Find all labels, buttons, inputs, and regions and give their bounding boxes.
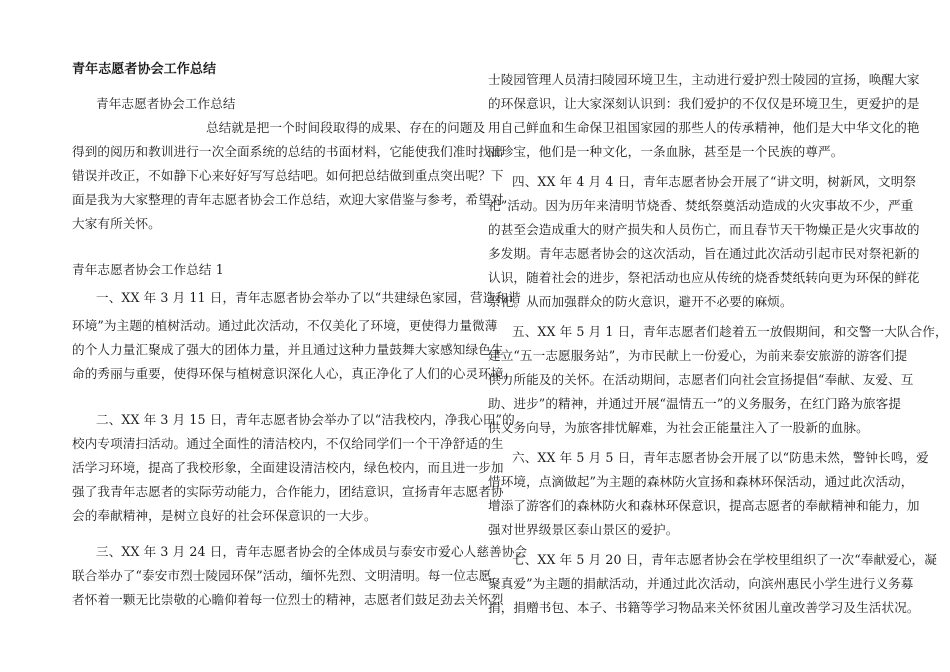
text-line: 的环保意识，让大家深刻认识到：我们爱护的不仅仅是环境卫生，更爱护的是 xyxy=(488,96,920,111)
text-line: 丽珍宝，他们是一种文化，一条血脉，甚至是一个民族的尊严。 xyxy=(488,144,844,159)
text-line: 强了我青年志愿者的实际劳动能力，合作能力，团结意识，宣扬青年志愿者协 xyxy=(72,484,504,499)
text-line: 面是我为大家整理的青年志愿者协会工作总结，欢迎大家借鉴与参考，希望对 xyxy=(72,192,504,207)
text-line: 四、XX 年 4 月 4 日，青年志愿者协会开展了“讲文明，树新风，文明祭 xyxy=(512,174,917,189)
text-line: 强对世界级景区泰山景区的爱护。 xyxy=(488,522,679,537)
text-line: 供力所能及的关怀。在活动期间，志愿者们向社会宣扬提倡“奉献、友爱、互 xyxy=(488,372,914,387)
text-line: 增添了游客们的森林防火和森林环保意识，提高志愿者的奉献精神和能力，加 xyxy=(488,498,920,513)
text-line: 大家有所关怀。 xyxy=(72,216,161,231)
text-line: 用自己鲜血和生命保卫祖国家园的那些人的传承精神，他们是大中华文化的艳 xyxy=(488,120,920,135)
text-line: 一、XX 年 3 月 11 日，青年志愿者协会举办了以“共建绿色家园，营造和谐 xyxy=(96,290,521,305)
text-line: 活学习环境，提高了我校形象，全面建设清洁校内，绿色校内，而且进一步加 xyxy=(72,460,504,475)
text-line: 命的秀丽与重要，使得环保与植树意识深化人心，真正净化了人们的心灵环境。 xyxy=(72,366,517,381)
text-line: 环境”为主题的植树活动。通过此次活动，不仅美化了环境，更使得力量微薄 xyxy=(72,318,498,333)
text-line: 五、XX 年 5 月 1 日，青年志愿者们趁着五一放假期间，和交警一大队合作， xyxy=(512,324,948,339)
text-line: 会的奉献精神，是树立良好的社会环保意识的一大步。 xyxy=(72,508,377,523)
text-line: 得到的阅历和教训进行一次全面系统的总结的书面材料，它能使我们准时找出 xyxy=(72,144,504,159)
text-line: 总结就是把一个时间段取得的成果、存在的问题及 xyxy=(206,120,486,135)
text-line: 三、XX 年 3 月 24 日，青年志愿者协会的全体成员与泰安市爱心人慈善协会 xyxy=(96,544,528,559)
text-line: 联合举办了“泰安市烈士陵园环保”活动，缅怀先烈、文明清明。每一位志愿 xyxy=(72,568,492,583)
text-line: 祭祀。从而加强群众的防火意识，避开不必要的麻烦。 xyxy=(488,294,793,309)
text-line: 多发期。青年志愿者协会的这次活动，旨在通过此次活动引起市民对祭祀新的 xyxy=(488,246,920,261)
text-line: 捐，捐赠书包、本子、书籍等学习物品来关怀贫困儿童改善学习及生活状况。 xyxy=(488,600,920,615)
text-line: 的甚至会造成重大的财产损失和人员伤亡，而且春节天干物燥正是火灾事故的 xyxy=(488,222,920,237)
text-line: 认识，随着社会的进步，祭祀活动也应从传统的烧香焚纸转向更为环保的鲜花 xyxy=(488,270,920,285)
text-line: 建立“五一志愿服务站”，为市民献上一份爱心，为前来泰安旅游的游客们提 xyxy=(488,348,908,363)
text-line: 惜环境，点滴做起”为主题的森林防火宣扬和森林环保活动，通过此次活动， xyxy=(488,474,914,489)
text-line: 青年志愿者协会工作总结 xyxy=(96,96,236,111)
text-line: 祀”活动。因为历年来清明节烧香、焚纸祭奠活动造成的火灾事故不少，严重 xyxy=(488,198,914,213)
text-line: 助、进步”的精神，并通过开展“温情五一”的义务服务，在红门路为旅客提 xyxy=(488,396,902,411)
document-title: 青年志愿者协会工作总结 xyxy=(72,62,217,77)
text-line: 七、XX 年 5 月 20 日，青年志愿者协会在学校里组织了一次“奉献爱心，凝 xyxy=(512,552,937,567)
text-line: 士陵园管理人员清扫陵园环境卫生，主动进行爱护烈士陵园的宣扬，唤醒大家 xyxy=(488,72,920,87)
text-line: 二、XX 年 3 月 15 日，青年志愿者协会举办了以“洁我校内，净我心田”的 xyxy=(96,412,515,427)
text-line: 供义务向导，为旅客排忧解难，为社会正能量注入了一股新的血脉。 xyxy=(488,420,869,435)
text-line: 者怀着一颗无比崇敬的心瞻仰着每一位烈士的精神，志愿者们鼓足劲去关怀烈 xyxy=(72,592,504,607)
section-heading: 青年志愿者协会工作总结 1 xyxy=(72,262,224,277)
text-line: 错误并改正，不如静下心来好好写写总结吧。如何把总结做到重点突出呢？下 xyxy=(72,168,504,183)
text-line: 校内专项清扫活动。通过全面性的清洁校内，不仅给同学们一个干净舒适的生 xyxy=(72,436,504,451)
text-line: 的个人力量汇聚成了强大的团体力量，并且通过这种力量鼓舞大家感知绿色生 xyxy=(72,342,504,357)
text-line: 六、XX 年 5 月 5 日，青年志愿者协会开展了以“防患未然，警钟长鸣，爱 xyxy=(512,450,929,465)
text-line: 聚真爱”为主题的捐献活动，并通过此次活动，向滨州惠民小学生进行义务募 xyxy=(488,576,914,591)
